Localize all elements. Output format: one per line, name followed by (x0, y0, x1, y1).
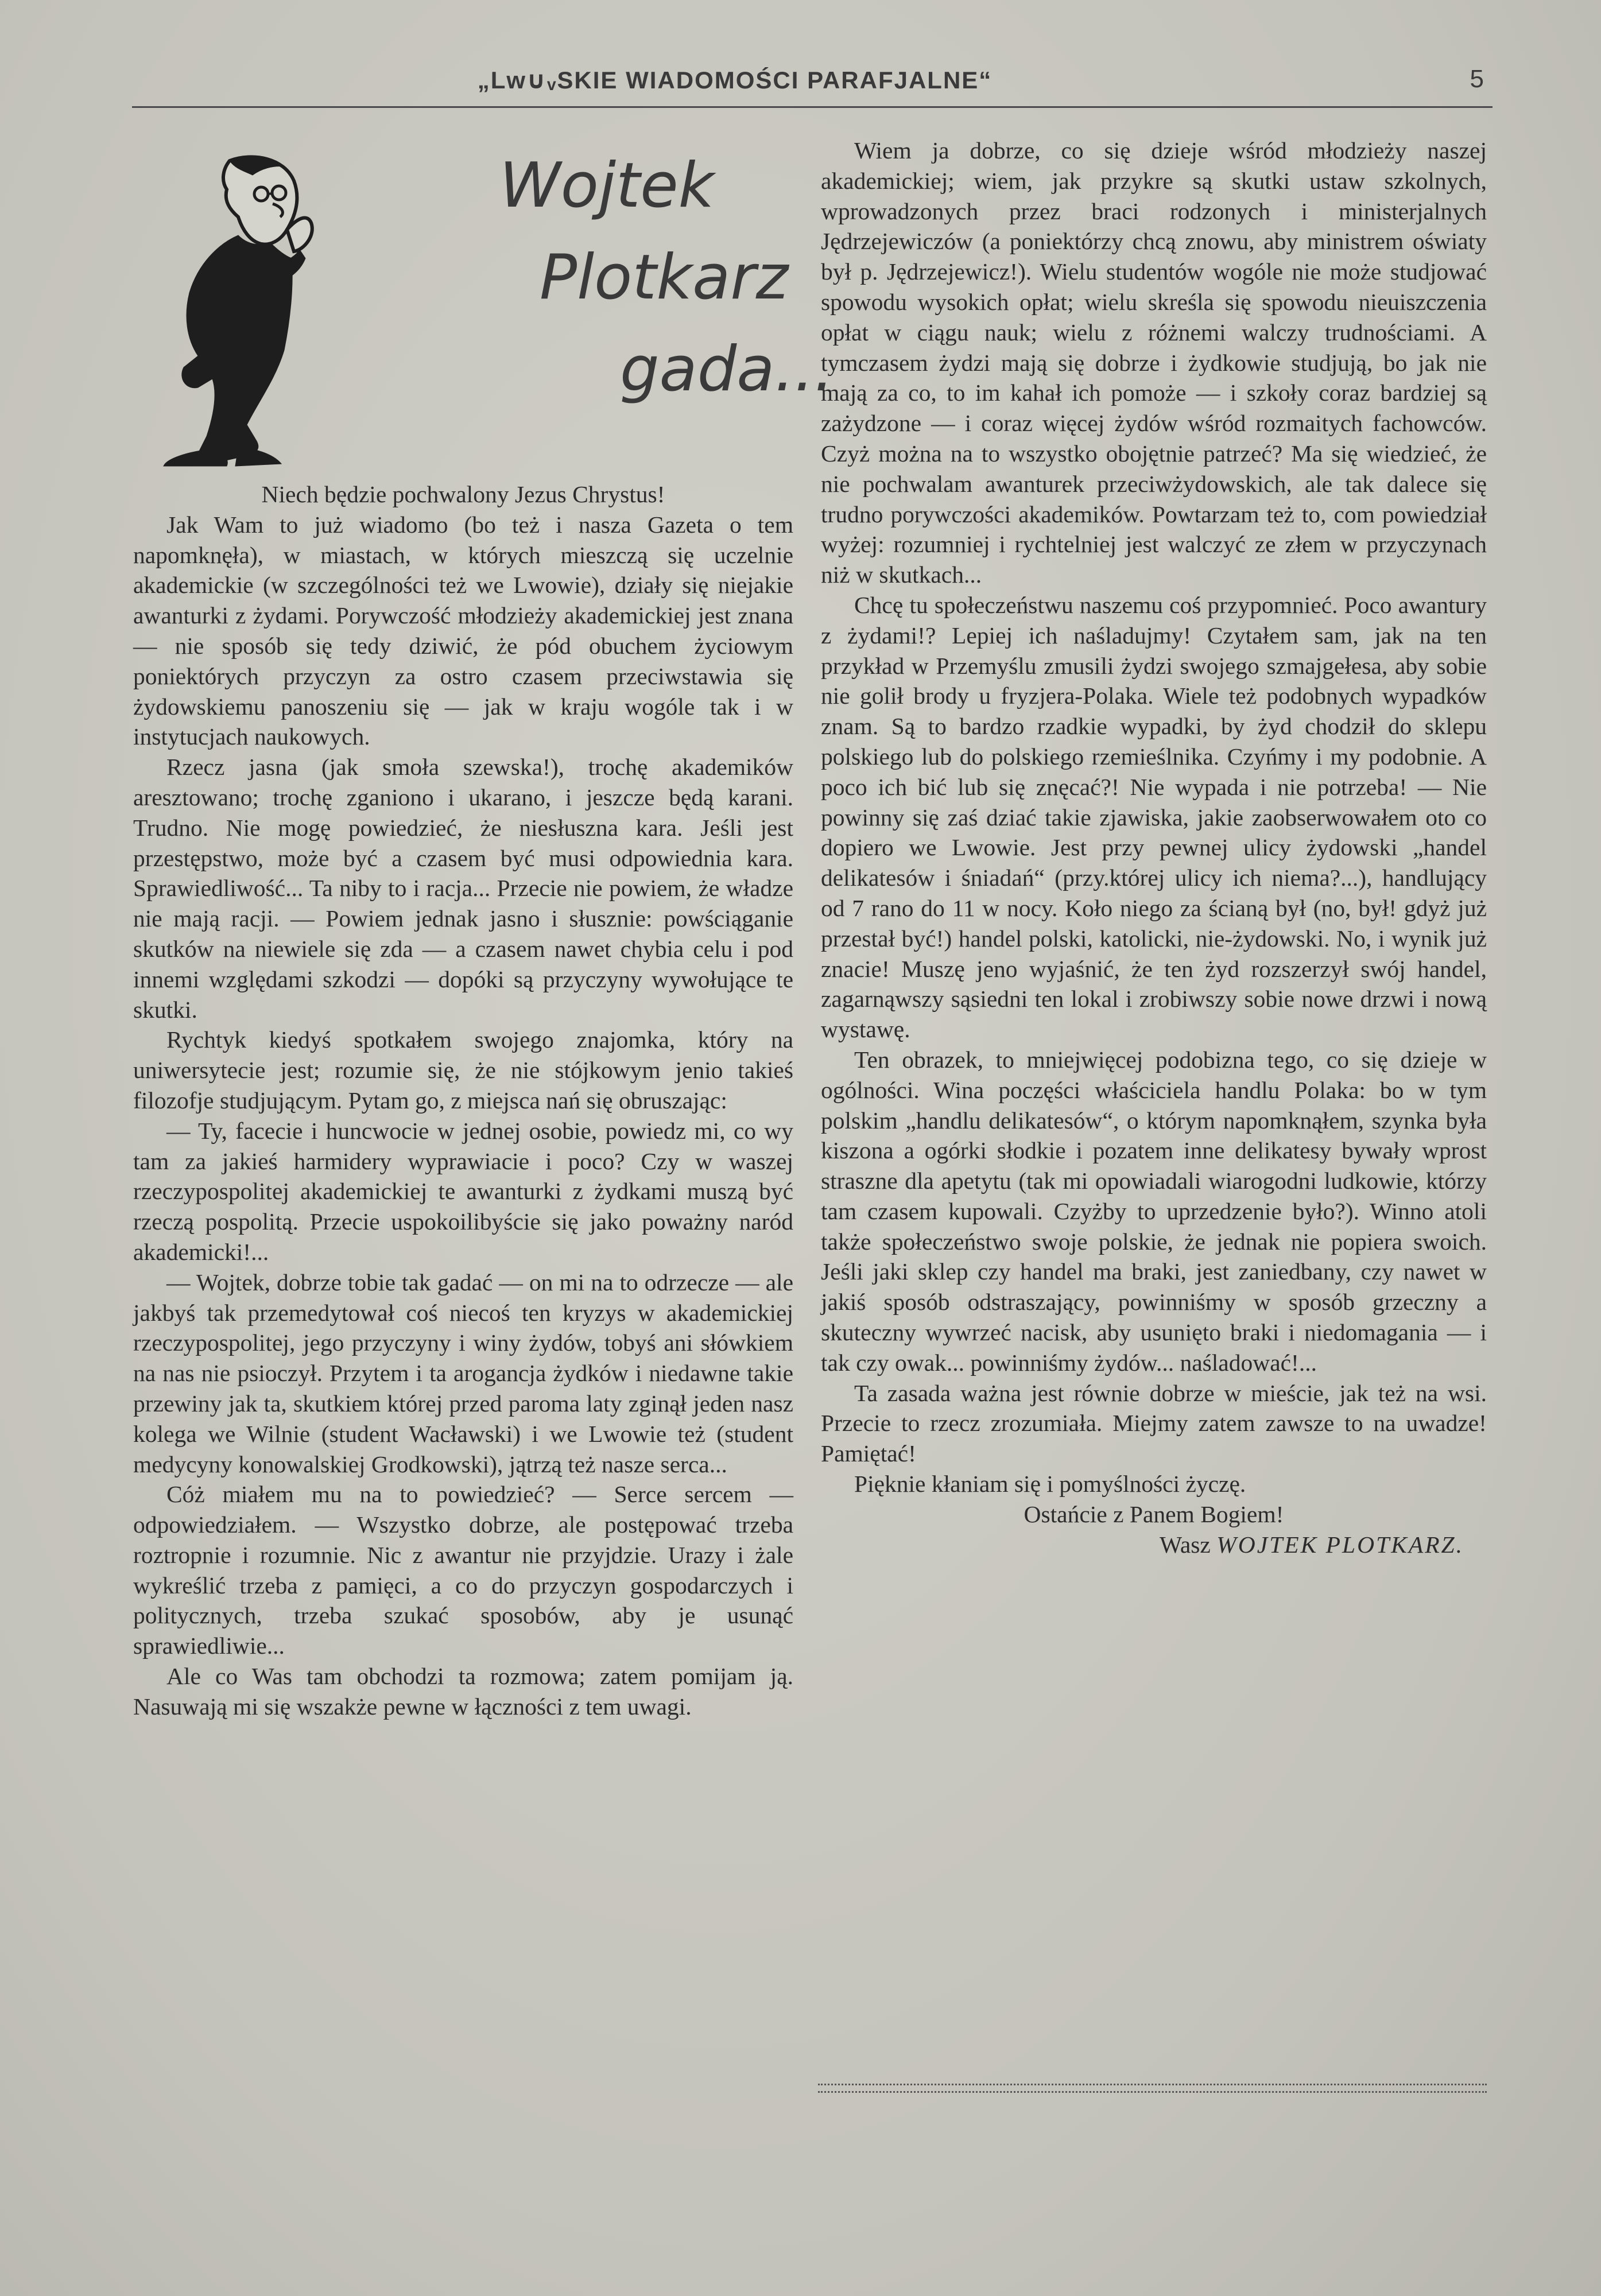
right-column (821, 135, 1487, 1560)
signature-prefix: Wasz (1160, 1531, 1211, 1558)
paragraph: Ta zasada ważna jest równie dobrze w mieście, jak też na wsi. Przecie to rzecz zrozumiała. Miejmy zatem zawsze to na uwadze! Pamiętać! (821, 1379, 1487, 1467)
paragraph: Cóż miałem mu na to powiedzieć? — Serce sercem — odpowiedziałem. — Wszystko dobrze, ale postępować trzeba roztropnie i rozumnie. Nic z awantur nie przyjdzie. Urazy i żale wykreślić trzeba z pamięci, a co do przyczyn gospodarczych i politycznych, trzeba szukać sposobów, aby je usunąć sprawiedliwie... (133, 1481, 793, 1659)
page-header (132, 60, 1493, 108)
page-number: 5 (1470, 65, 1484, 93)
paragraph: — Ty, facecie i huncwocie w jednej osobie, powiedz mi, co wy tam za jakieś harmidery wyprawiacie i poco? Czy w waszej rzeczypospolitej akademickiej te awanturki z żydkami muszą być rzeczą pospolitą. Przecie uspokoilibyście się jako poważny naród akademicki!... (133, 1117, 793, 1265)
paragraph: Rzecz jasna (jak smoła szewska!), trochę akademików aresztowano; trochę zganiono i ukarano, i jeszcze będą karani. Trudno. Nie mogę powiedzieć, że niesłuszna kara. Jeśli jest przestępstwo, może być a czasem być musi odpowiednia kara. Sprawiedliwość... Ta niby to i racja... Przecie nie powiem, że władze nie mają racji. — Powiem jednak jasno i słusznie: powściąganie skutków na niewiele się zda — a czasem nawet chybia celu i pod innemi względami szkodzi — dopóki są przyczyny wywołujące te skutki. (133, 754, 793, 1023)
caricature-illustration (144, 149, 327, 471)
title-line-1: Wojtek (499, 150, 715, 222)
bottom-ornament-rule (818, 2084, 1487, 2093)
paragraph: Ale co Was tam obchodzi ta rozmowa; zatem pomijam ją. Nasuwają mi się wszakże pewne w łączności z tem uwagi. (133, 1663, 793, 1720)
paragraph: Ten obrazek, to mniejwięcej podobizna tego, co się dzieje w ogólności. Wina poczęści właściciela handlu Polaka: bo w tym polskim „handlu delikatesów“, o którym napomknąłem, szynka była kiszona a ogórki słodkie i pozatem inne delikatesy bywały wprost straszne dla apetytu (tak mi opowiadali wiarogodni ludkowie, którzy tam czasem kupowali. Czyżby to uprzedzenie było?). Winno atoli także społeczeństwo swoje polskie, że jednak nie popiera swoich. Jeśli jaki sklep czy handel ma braki, jest zaniedbany, czy nawet w jakiś sposób odstraszający, powinniśmy w sposób grzeczny a skuteczny wywrzeć nacisk, aby usunięto braki i niedomagania — i tak czy owak... powinniśmy żydów... naśladować!... (821, 1046, 1487, 1376)
paragraph: Pięknie kłaniam się i pomyślności życzę. (854, 1471, 1246, 1498)
signature-name: WOJTEK PLOTKARZ. (1216, 1531, 1464, 1558)
paragraph: Rychtyk kiedyś spotkałem swojego znajomka, który na uniwersytecie jest; rozumie się, że nie stójkowym jenio takieś filozofje studjującym. Pytam go, z miejsca nań się obruszając: (133, 1026, 793, 1114)
title-line-2: Plotkarz (540, 242, 789, 313)
paragraph: Niech będzie pochwalony Jezus Chrystus! (261, 481, 665, 507)
title-line-3: gada... (620, 333, 834, 405)
paragraph: — Wojtek, dobrze tobie tak gadać — on mi na to odrzecze — ale jakbyś tak przemedytował coś niecoś ten kryzys w akademickiej rzeczypospolitej, jego przyczyny i winy żydów, tobyś ani słówkiem na nas nie psioczył. Przytem i ta arogancja żydków i niedawne takie przewiny jak ta, skutkiem której przed paroma laty zginął jeden nasz kolega we Wilnie (student Wacławski) i we Lwowie też (student medycyny konowalskiej Grodkowski), jątrzą też nasze serca... (133, 1269, 793, 1477)
article-title (471, 144, 834, 419)
paragraph: Wiem ja dobrze, co się dzieje wśród młodzieży naszej akademickiej; wiem, jak przykre są skutki ustaw szkolnych, wprowadzonych przez braci rodzonych i ministerjalnych Jędrzejewiczów (a poniektórzy chcą znowu, aby ministrem oświaty był p. Jędrzejewicz!). Wielu studentów wogóle nie może studjować spowodu wysokich opłat; wielu skreśla się spowodu nieuiszczenia opłat w ciągu nauk; wielu z różnemi walczy trudnościami. A tymczasem żydzi mają się dobrze i żydkowie studjują, bo jak nie mają za co, to im kahał ich pomoże — i szkoły coraz bardziej są zażydzone — i coraz więcej żydów wśród rozmaitych fachowców. Czyż można na to wszystko obojętnie patrzeć? Ma się wiedzieć, że nie pochwalam awanturek przeciwżydowskich, ale tak dalece się trudno porywczości akademików. Powtarzam też to, com powiedział wyżej: rozumniej i rychtelniej jest walczyć ze złem w przyczynach niż w skutkach... (821, 137, 1487, 588)
left-column (133, 479, 793, 1722)
paragraph: Chcę tu społeczeństwu naszemu coś przypomnieć. Poco awantury z żydami!? Lepiej ich naśladujmy! Czytałem sam, jak na ten przykład w Przemyślu zmusili żydzi swojego szmajgełesa, aby sobie nie golił brody u fryzjera-Polaka. Wiele też podobnych wypadków znam. Są to bardzo rzadkie wypadki, by żyd chodził do sklepu polskiego lub do polskiego rzemieślnika. Czyńmy i my podobnie. A poco ich bić lub się znęcać?! Nie wypada i nie potrzeba! — Nie powinny się zaś dziać takie zjawiska, jakie zaobserwowałem oto co dopiero we Lwowie. Jest przy pewnej ulicy żydowski „handel delikatesów i śniadań“ (przy.której ulicy ich niema?...), handlujący od 7 rano do 11 w nocy. Koło niego za ścianą był (no, był! gdyż już przestał być!) handel polski, katolicki, nie-żydowski. No, i wynik już znacie! Muszę jeno wyjaśnić, że ten żyd rozszerzył swój handel, zagarnąwszy sąsiedni ten lokal i zrobiwszy sobie nowe drzwi i nową wystawę. (821, 591, 1487, 1043)
newspaper-title: „Lw∪ᵥSKIE WIADOMOŚCI PARAFJALNE“ (477, 67, 993, 94)
closing-line: Ostańcie z Panem Bogiem! (1024, 1500, 1284, 1527)
signature (821, 1530, 1487, 1560)
paragraph: Jak Wam to już wiadomo (bo też i nasza Gazeta o tem napomknęła), w miastach, w których mieszczą się uczelnie akademickie (w szczególności też we Lwowie), działy się niejakie awanturki z żydami. Porywczość młodzieży akademickiej jest znana — nie sposób się tedy dziwić, że pód obuchem życiowym poniektórych przyczyn za ostro czasem przeciwstawia się żydowskiemu panoszeniu się — jak w kraju wogóle tak i w instytucjach naukowych. (133, 511, 793, 750)
